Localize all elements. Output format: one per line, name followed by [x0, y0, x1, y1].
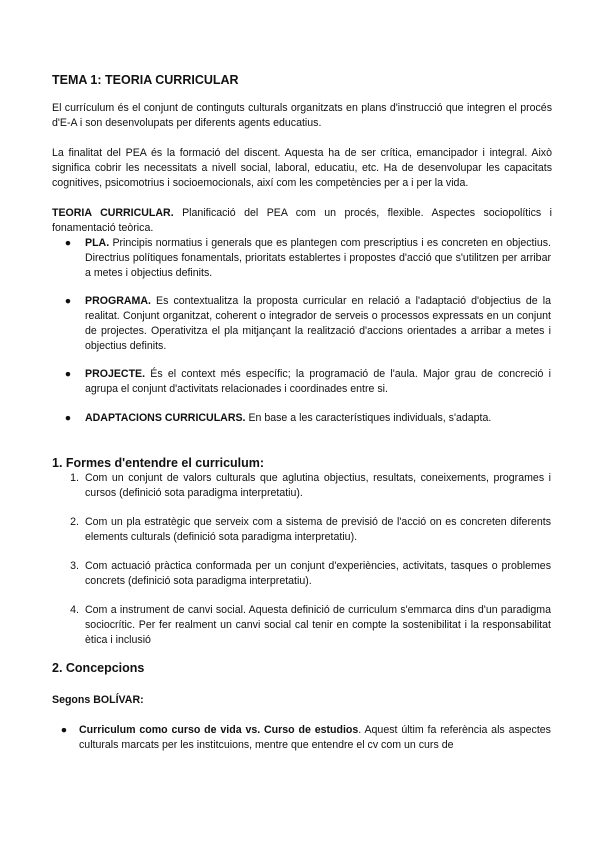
- bullet-icon: ●: [64, 368, 72, 380]
- section-2-subheading: Segons BOLÍVAR:: [52, 694, 144, 706]
- section-2-heading: 2. Concepcions: [52, 661, 145, 675]
- list-item: [70, 471, 551, 501]
- level-label: PROGRAMA.: [85, 295, 151, 307]
- section-1-heading: 1. Formes d'entendre el curriculum:: [52, 456, 265, 470]
- list-item: [70, 603, 551, 648]
- list-item-number: 1.: [70, 472, 79, 484]
- level-label: ADAPTACIONS CURRICULARS.: [85, 412, 246, 424]
- bullet-icon: ●: [60, 724, 68, 736]
- level-item-pla: [64, 236, 551, 281]
- list-item: [70, 515, 551, 545]
- level-text: En base a les característiques individuals, s'adapta.: [248, 412, 492, 424]
- list-item-text: Com a instrument de canvi social. Aquesta definició de curriculum s'emmarca dins d'un paradigma sociocrític. Per fer realment un canvi social cal tenir en compte la sostenibilitat i la responsabilitat ètica i inclusió: [85, 604, 551, 646]
- level-item-projecte: [64, 367, 551, 397]
- page-title: TEMA 1: TEORIA CURRICULAR: [52, 73, 239, 87]
- level-label: PROJECTE.: [85, 368, 146, 380]
- list-item-number: 2.: [70, 516, 79, 528]
- level-text: Es contextualitza la proposta curricular en relació a l'adaptació d'objectius de la realitat. Conjunt organitzat, coherent o integrador de serveis o processos expressats en un conjunt de projectes. Operativitza el pla mitjançant la realització d'accions orientades a arribar a metes i objectius definits.: [85, 295, 551, 352]
- concept-item: [60, 723, 551, 753]
- concept-text: . Aquest últim fa referència als aspectes culturals marcats per les institcuions, mentre que entendre el cv com un curs de: [79, 724, 551, 751]
- bullet-icon: ●: [64, 237, 72, 249]
- list-item-number: 3.: [70, 560, 79, 572]
- level-label: PLA.: [85, 237, 110, 249]
- bullet-icon: ●: [64, 412, 72, 424]
- level-item-programa: [64, 294, 551, 354]
- level-text: És el context més específic; la programació de l'aula. Major grau de concreció i agrupa el conjunt d'activitats relacionades i coordinades entre si.: [85, 368, 551, 395]
- list-item-text: Com un pla estratègic que serveix com a sistema de previsió de l'acció on es concreten diferents elements culturals (definició sota paradigma interpretatiu).: [85, 516, 551, 543]
- list-item-text: Com actuació pràctica conformada per un conjunt d'experiències, activitats, tasques o problemes concrets (definició sota paradigma interpretatiu).: [85, 560, 551, 587]
- level-text: Principis normatius i generals que es plantegen com prescriptius i es concreten en objectius. Directrius polítiques fonamentals, prioritats establertes i propostes d'acció que s'utilitzen per arribar a metes i objectius definits.: [85, 237, 551, 279]
- list-item-number: 4.: [70, 604, 79, 616]
- concept-label: Curriculum como curso de vida vs. Curso de estudios: [79, 724, 359, 736]
- teoria-text: Planificació del PEA com un procés, flexible. Aspectes sociopolítics i fonamentació teòrica.: [52, 207, 552, 234]
- bullet-icon: ●: [64, 295, 72, 307]
- teoria-paragraph: [52, 206, 552, 236]
- list-item-text: Com un conjunt de valors culturals que aglutina objectius, resultats, coneixements, programes i cursos (definició sota paradigma interpretatiu).: [85, 472, 551, 499]
- list-item: [70, 559, 551, 589]
- intro-paragraph-1: El currículum és el conjunt de continguts culturals organitzats en plans d'instrucció que integren el procés d'E-A i son desenvolupats per diferents agents educatius.: [52, 102, 552, 129]
- intro-paragraph-2: La finalitat del PEA és la formació del discent. Aquesta ha de ser crítica, emancipador i integral. Això significa cobrir les necessitats a nivell social, laboral, educatiu, etc. Ha de desenvolupar les capacitats cognitives, psicomotrius i socioemocionals, així com les competències per a i per la vida.: [52, 147, 552, 189]
- teoria-label: TEORIA CURRICULAR.: [52, 207, 174, 219]
- level-item-adaptacions: [64, 411, 551, 426]
